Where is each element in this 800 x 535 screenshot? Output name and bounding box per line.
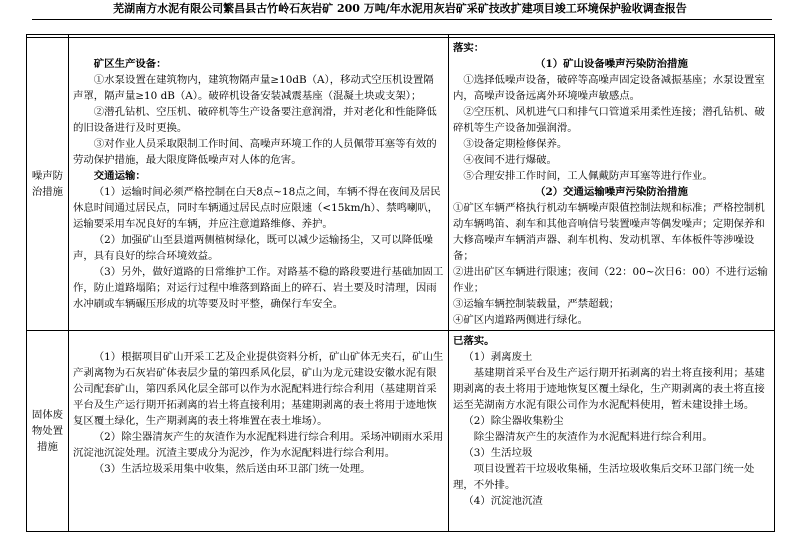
noise-req-5: （2）加强矿山至县道两侧植树绿化，既可以减少运输扬尘，又可以降低噪声，具有良好的综合环境效益。 bbox=[73, 234, 433, 262]
header-rule bbox=[32, 19, 772, 20]
transport-subheading: （2）交通运输噪声污染防治措施 bbox=[535, 186, 688, 198]
noise-impl-5: ⑤合理安排工作时间，工人佩戴防声耳塞等进行作业。 bbox=[463, 170, 713, 182]
noise-req-1: ①水泵设置在建筑物内，建筑物隔声量≥10dB（A），移动式空压机设置隔声罩，隔声量≥10 dB（A）。破碎机设备安装减震基座（混凝土块或支架）； bbox=[73, 74, 434, 102]
row-label-noise: 噪声防治措施 bbox=[27, 38, 69, 331]
noise-impl-7: ②进出矿区车辆进行限速；夜间（22：00~次日6：00）不进行运输作业； bbox=[453, 266, 768, 294]
waste-sub-1: （1）剥离废土 bbox=[463, 351, 533, 363]
waste-implementation-cell bbox=[449, 331, 775, 532]
waste-req-3: （3）生活垃圾采用集中收集，然后送由环卫部门统一处理。 bbox=[93, 463, 371, 475]
waste-sub-2: （2）除尘器收集粉尘 bbox=[463, 415, 564, 427]
noise-req-6: （3）另外，做好道路的日常维护工作。对路基不稳的路段要进行基础加固工作，防止道路塌陷；对运行过程中堆落到路面上的碎石、岩土要及时清理，因雨水冲刷或车辆碾压形成的坑等要及时平整，确保行车安全。 bbox=[73, 266, 444, 310]
waste-status: 已落实。 bbox=[453, 335, 495, 347]
transport-heading: 交通运输： bbox=[93, 170, 146, 182]
waste-impl-2: 除尘器清灰产生的灰渣作为水泥配料进行综合利用。 bbox=[473, 431, 713, 443]
report-header bbox=[0, 0, 800, 20]
noise-impl-6: ①矿区车辆严格执行机动车辆噪声限值控制法规和标准；严格控制机动车辆鸣笛、刹车和其他音响信号装置噪声等偶发噪声；定期保养和大修高噪声车辆消声器、刹车机构、发动机罩、车体板件等涉噪设备； bbox=[453, 202, 765, 262]
equipment-heading: 矿区生产设备： bbox=[93, 58, 167, 70]
noise-impl-4: ④夜间不进行爆破。 bbox=[463, 154, 557, 166]
waste-impl-1: 基建期首采平台及生产运行期开拓剥离的岩土将直接利用；基建期剥离的表土将用于迹地恢复区覆土绿化，生产期剥离的表土将直接运至芜湖南方水泥有限公司作为水泥配料使用，暂未建设排土场。 bbox=[453, 367, 765, 411]
noise-impl-3: ③设备定期检修保养。 bbox=[463, 138, 568, 150]
waste-req-1: （1）根据项目矿山开采工艺及企业提供资料分析，矿山矿体无夹石，矿山生产剥离物为石灰岩矿体表层少量的第四系风化层，矿山为龙元建设安徽水泥有限公司配套矿山，第四系风化层全部可以作为水泥配料进行综合利用（基建期首采平台及生产运行期开拓剥离的岩土将直接利用；基建期剥离的表土将用于迹地恢复区覆土绿化，生产期剥离的表土将堆置在表土堆场）。 bbox=[73, 351, 444, 427]
waste-req-2: （2）除尘器清灰产生的灰渣作为水泥配料进行综合利用。采场冲刷雨水采用沉淀池沉淀处理。沉渣主要成分为泥沙，作为水泥配料进行综合利用。 bbox=[73, 431, 444, 459]
waste-sub-4: （4）沉淀池沉渣 bbox=[463, 495, 543, 507]
table-row-noise bbox=[27, 38, 775, 331]
noise-impl-2: ②空压机、风机进气口和排气口管道采用柔性连接；潜孔钻机、破碎机等生产设备加强润滑。 bbox=[453, 106, 765, 134]
noise-req-3: ③对作业人员采取限制工作时间、高噪声环境工作的人员佩带耳塞等有效的劳动保护措施，最大限度降低噪声对人体的危害。 bbox=[73, 138, 437, 166]
noise-implementation-cell bbox=[449, 38, 775, 331]
noise-impl-8: ③运输车辆控制装载量，严禁超载； bbox=[453, 298, 620, 310]
table-row-solid-waste bbox=[27, 331, 775, 532]
noise-impl-9: ④矿区内道路两侧进行绿化。 bbox=[453, 314, 589, 326]
noise-req-4: （1）运输时间必须严格控制在白天8点~18点之间，车辆不得在夜间及居民休息时间通过居民点，同时车辆通过居民点时应限速（<15km/h）、禁鸣喇叭，运输要采用车况良好的车辆，并应注意道路维修、养护。 bbox=[73, 186, 441, 230]
noise-req-2: ②潜孔钻机、空压机、破碎机等生产设备要注意润滑，并对老化和性能降低的旧设备进行及时更换。 bbox=[73, 106, 437, 134]
measures-table bbox=[26, 34, 775, 532]
row-label-solid-waste: 固体废物处置措施 bbox=[27, 331, 69, 532]
noise-status: 落实： bbox=[453, 42, 485, 54]
report-title: 芜湖南方水泥有限公司繁昌县古竹岭石灰岩矿 200 万吨/年水泥用灰岩矿采矿技改扩建项目竣工环境保护验收调查报告 bbox=[113, 2, 687, 15]
waste-requirements-cell bbox=[69, 331, 449, 532]
waste-impl-3: 项目设置若干垃圾收集桶，生活垃圾收集后交环卫部门统一处理，不外排。 bbox=[453, 463, 755, 491]
waste-sub-3: （3）生活垃圾 bbox=[463, 447, 533, 459]
equipment-subheading: （1）矿山设备噪声污染防治措施 bbox=[535, 58, 688, 70]
noise-requirements-cell bbox=[69, 38, 449, 331]
noise-impl-1: ①选择低噪声设备，破碎等高噪声固定设备减振基座；水泵设置室内，高噪声设备远离外环境噪声敏感点。 bbox=[453, 74, 765, 102]
